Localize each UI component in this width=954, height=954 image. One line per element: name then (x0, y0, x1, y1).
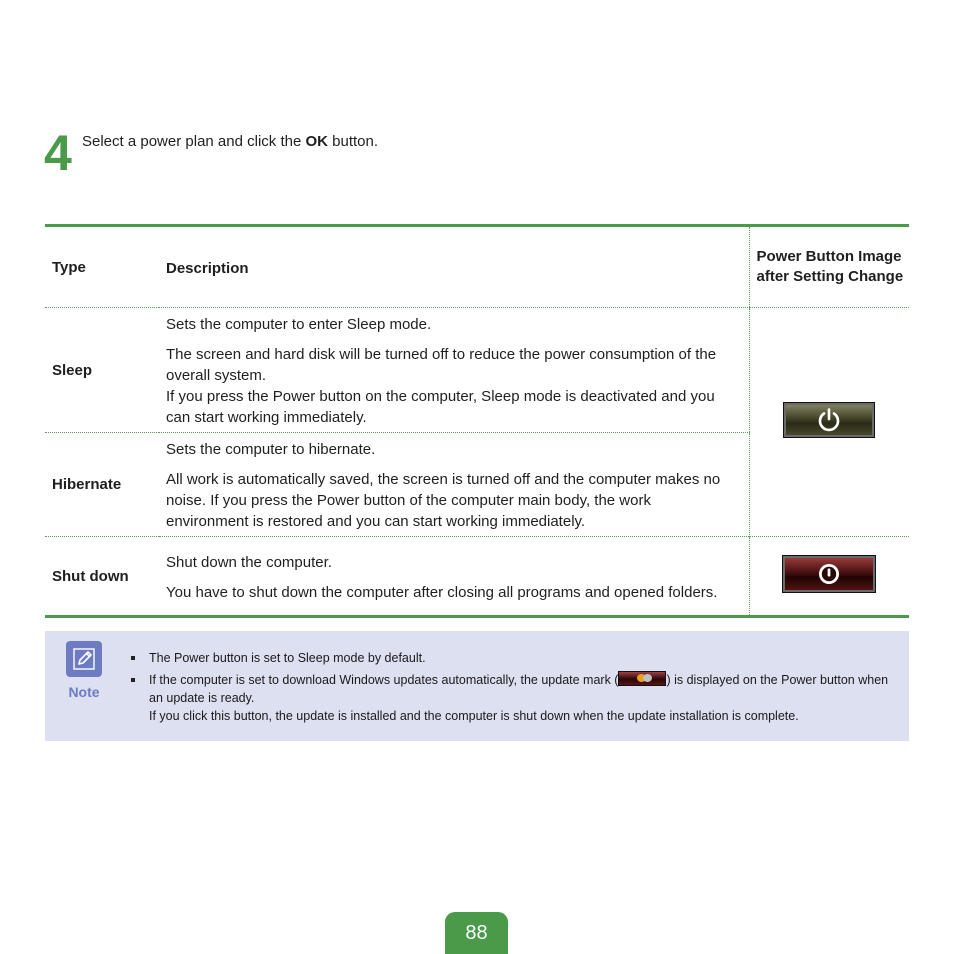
bullet-icon (131, 678, 135, 682)
note-item-2-after: ) is displayed on the Power button when an update is ready. (149, 673, 889, 705)
sleep-button-image-cell (749, 308, 909, 537)
table-row-shut-down (45, 537, 909, 617)
row-desc-shut-down (159, 537, 749, 617)
note-item-2-text (149, 671, 891, 707)
step-number: 4 (44, 125, 70, 181)
note-item-update (131, 671, 891, 725)
note-item-1-text: The Power button is set to Sleep mode by default. (149, 651, 426, 665)
shutdown-desc-2: You have to shut down the computer after closing all programs and opened folders. (166, 583, 718, 601)
power-plan-table (45, 224, 909, 618)
row-type-shut-down: Shut down (52, 567, 129, 585)
note-item-2-before: If the computer is set to download Windows updates automatically, the update mark ( (149, 673, 619, 687)
row-type-sleep: Sleep (45, 308, 159, 433)
step-text-ok: OK (305, 133, 328, 150)
header-type: Type (45, 226, 159, 308)
shutdown-desc-1: Shut down the computer. (166, 553, 332, 571)
pencil-note-icon (66, 641, 102, 677)
table-header-row (45, 226, 909, 308)
bullet-icon (131, 656, 135, 660)
row-desc-hibernate (159, 433, 749, 537)
hibernate-desc-1: Sets the computer to hibernate. (166, 441, 376, 458)
note-box (45, 631, 909, 741)
note-item-2-line2: If you click this button, the update is installed and the computer is shut down when the update installation is complete. (149, 709, 799, 723)
table-row-sleep (45, 308, 909, 433)
sleep-desc-1: Sets the computer to enter Sleep mode. (166, 316, 432, 333)
hibernate-desc-2: All work is automatically saved, the screen is turned off and the computer makes no noise. If you press the Power button of the computer main body, the work environment is restored and you can start working immediately. (166, 471, 721, 530)
step-instruction (82, 133, 378, 150)
step-text-before: Select a power plan and click the (82, 133, 306, 150)
row-type-hibernate: Hibernate (45, 433, 159, 537)
update-mark-icon (618, 671, 666, 686)
page-number: 88 (445, 912, 508, 954)
header-power-button-image: Power Button Image after Setting Change (749, 226, 909, 308)
note-label: Note (68, 684, 100, 700)
power-icon (817, 562, 841, 586)
row-desc-sleep (159, 308, 749, 433)
sleep-desc-3: If you press the Power button on the computer, Sleep mode is deactivated and you can start working immediately. (166, 388, 715, 426)
shutdown-button-image-cell (749, 537, 909, 617)
step-text-after: button. (327, 133, 379, 150)
sleep-power-button-image (783, 402, 875, 438)
header-description: Description (159, 226, 749, 308)
sleep-desc-2: The screen and hard disk will be turned off to reduce the power consumption of the overall system. (166, 346, 717, 384)
power-icon (816, 407, 842, 433)
note-list (131, 649, 891, 725)
note-item-default (131, 649, 891, 667)
shutdown-power-button-image (782, 555, 876, 593)
